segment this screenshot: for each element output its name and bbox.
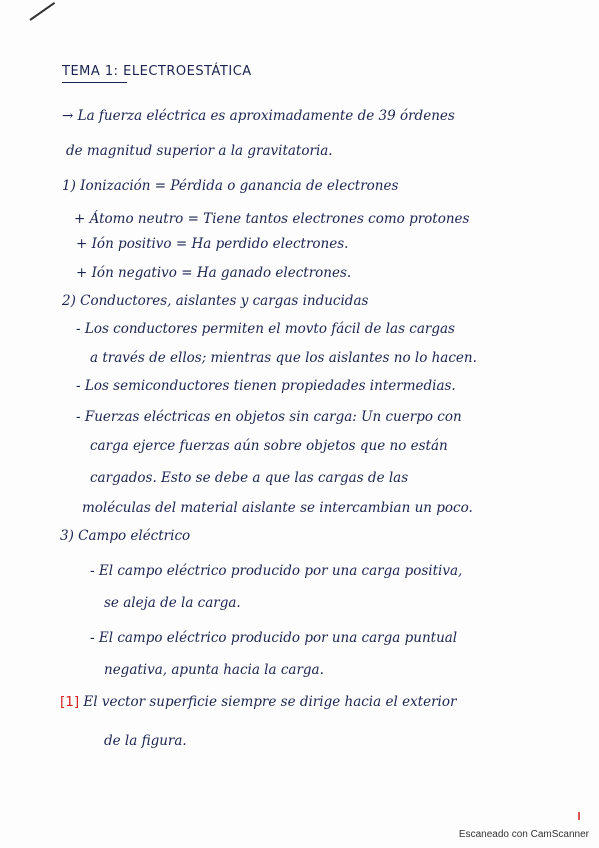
text-line: + Ión negativo = Ha ganado electrones. <box>76 265 352 281</box>
scanner-watermark: Escaneado con CamScanner <box>458 829 589 840</box>
text-line: - Los conductores permiten el movto fácil de las cargas <box>76 321 455 337</box>
text-line: moléculas del material aislante se intercambian un poco. <box>82 500 473 516</box>
text-line: + Ión positivo = Ha perdido electrones. <box>76 236 349 252</box>
text-line: - Los semiconductores tienen propiedades intermedias. <box>76 378 456 394</box>
text-line: a través de ellos; mientras que los aislantes no lo hacen. <box>90 350 477 366</box>
text-line: - Fuerzas eléctricas en objetos sin carga: Un cuerpo con <box>76 409 462 425</box>
red-mark <box>578 812 580 820</box>
text-line: de magnitud superior a la gravitatoria. <box>66 143 333 159</box>
text-line: + Átomo neutro = Tiene tantos electrones como protones <box>74 211 470 227</box>
text-line: 1) Ionización = Pérdida o ganancia de electrones <box>62 178 399 194</box>
title-underline <box>62 82 127 83</box>
footnote-marker: [1] <box>60 694 80 710</box>
pen-mark <box>29 2 55 21</box>
text-line: → La fuerza eléctrica es aproximadamente de 39 órdenes <box>62 108 455 124</box>
text-line: - El campo eléctrico producido por una carga positiva, <box>90 563 463 579</box>
text-line: se aleja de la carga. <box>104 595 241 611</box>
text-line: - El campo eléctrico producido por una carga puntual <box>90 630 458 646</box>
text-line: 2) Conductores, aislantes y cargas inducidas <box>62 293 369 309</box>
footnote-text: El vector superficie siempre se dirige hacia el exterior <box>83 694 457 710</box>
footnote-line <box>60 694 456 710</box>
page-title: TEMA 1: ELECTROESTÁTICA <box>62 64 252 79</box>
text-line: carga ejerce fuerzas aún sobre objetos que no están <box>90 438 448 454</box>
text-line: negativa, apunta hacia la carga. <box>104 662 324 678</box>
footnote-line: de la figura. <box>104 733 187 749</box>
text-line: cargados. Esto se debe a que las cargas de las <box>90 470 409 486</box>
text-line: 3) Campo eléctrico <box>60 528 191 544</box>
